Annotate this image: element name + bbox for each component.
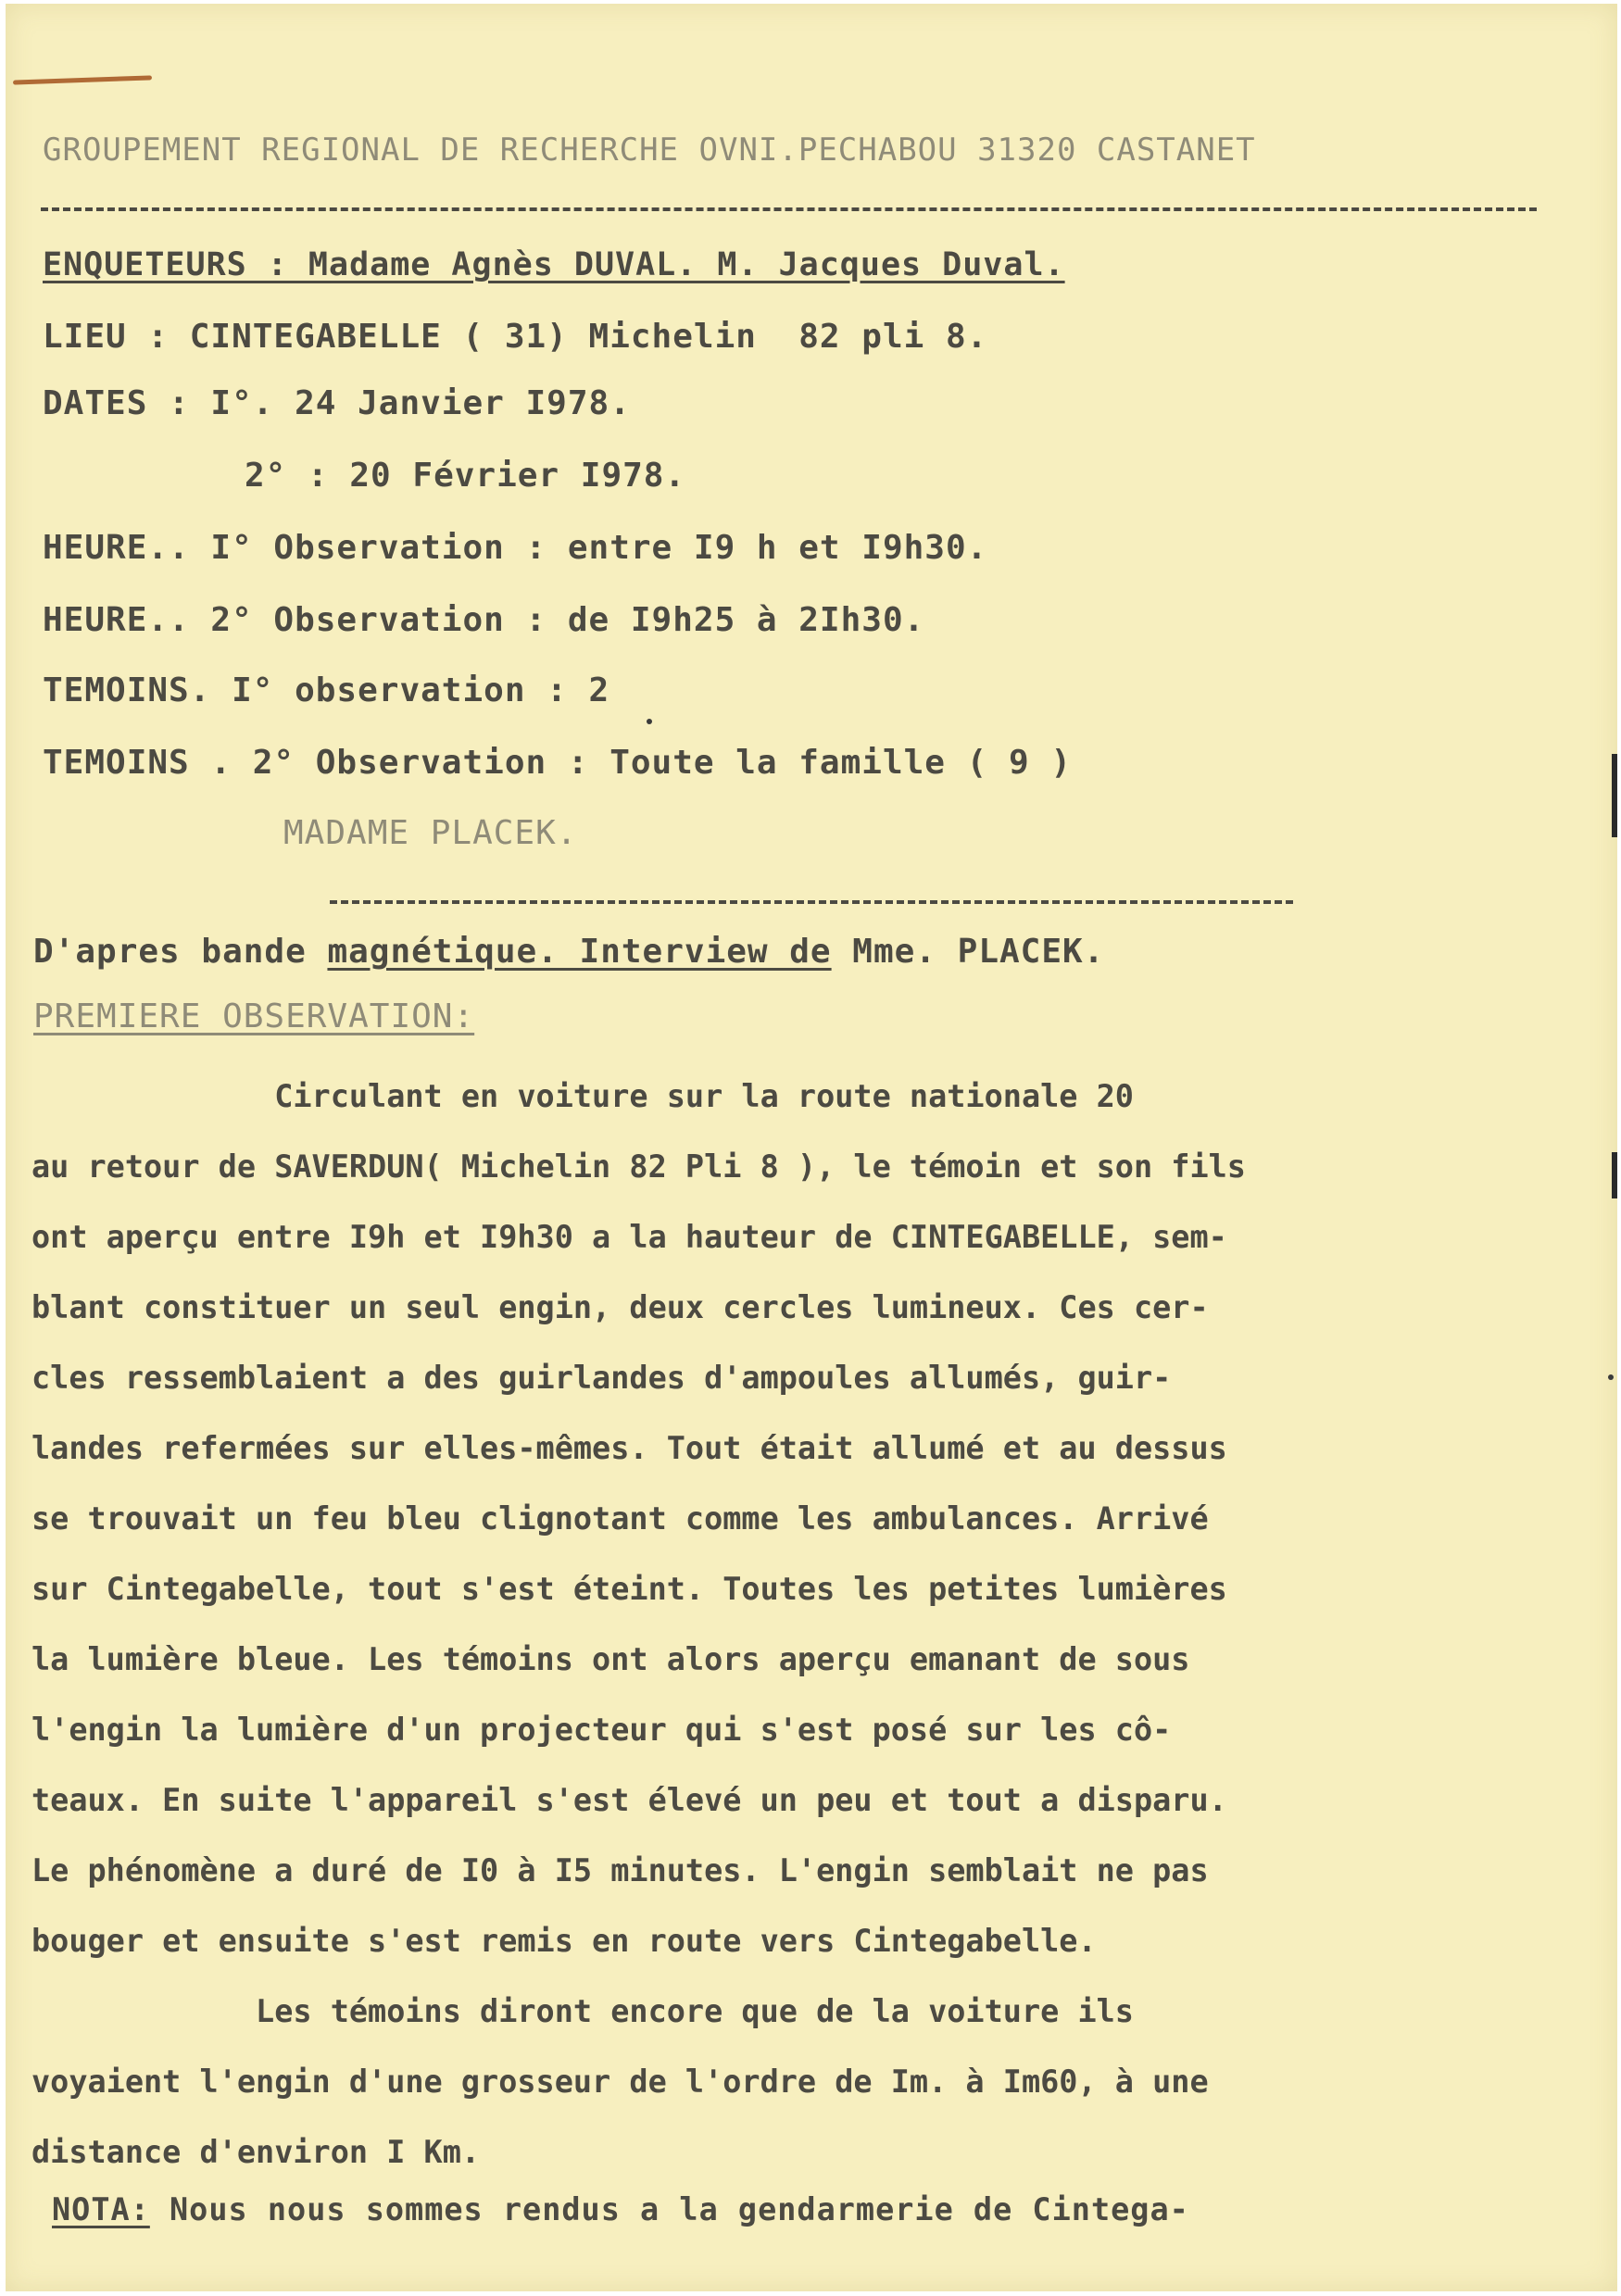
body-line: Les témoins diront encore que de la voiture ils [31,1993,1134,2029]
body-line: Circulant en voiture sur la route nationale 20 [31,1078,1134,1114]
body-line: distance d'environ I Km. [31,2134,481,2170]
staple-mark [13,75,152,84]
edge-mark [1612,1152,1617,1198]
body-line: landes refermées sur elles-mêmes. Tout était allumé et au dessus [31,1430,1227,1466]
dates-line-1: DATES : I°. 24 Janvier I978. [43,384,631,422]
lieu-line: LIEU : CINTEGABELLE ( 31) Michelin 82 pli 8. [43,318,988,356]
body-line: l'engin la lumière d'un projecteur qui s'est posé sur les cô- [31,1712,1172,1748]
dates-line-2: 2° : 20 Février I978. [245,457,686,495]
source-prefix: D'apres bande [33,933,328,971]
body-paragraph [31,1061,1606,2188]
section-rule [330,900,1293,904]
body-line: Le phénomène a duré de I0 à I5 minutes. L'engin semblait ne pas [31,1852,1209,1888]
nota-label: NOTA: [52,2191,150,2227]
heure-line-2: HEURE.. 2° Observation : de I9h25 à 2Ih30. [43,601,925,639]
section-heading: PREMIERE OBSERVATION: [33,997,475,1035]
body-line: cles ressemblaient a des guirlandes d'ampoules allumés, guir- [31,1360,1172,1396]
document-page [6,4,1617,2291]
body-line: au retour de SAVERDUN( Michelin 82 Pli 8 ), le témoin et son fils [31,1148,1246,1185]
enqueteurs-line: ENQUETEURS : Madame Agnès DUVAL. M. Jacques Duval. [43,246,1065,283]
ink-dot [1608,1374,1614,1380]
header-rule [41,207,1537,211]
edge-mark [1612,754,1617,837]
temoins-line-2: TEMOINS . 2° Observation : Toute la famille ( 9 ) [43,744,1073,782]
nota-text: Nous nous sommes rendus a la gendarmerie de Cintega- [149,2191,1189,2227]
temoins-line-1: TEMOINS. I° observation : 2 [43,671,610,709]
source-underlined: magnétique. Interview de [327,933,832,971]
source-line [33,934,1104,971]
body-line: la lumière bleue. Les témoins ont alors aperçu emanant de sous [31,1641,1190,1677]
body-line: se trouvait un feu bleu clignotant comme les ambulances. Arrivé [31,1500,1209,1537]
heure-line-1: HEURE.. I° Observation : entre I9 h et I9h30. [43,529,988,567]
body-line: ont aperçu entre I9h et I9h30 a la hauteur de CINTEGABELLE, sem- [31,1219,1227,1255]
ink-dot [647,719,652,724]
header-organization: GROUPEMENT REGIONAL DE RECHERCHE OVNI.PECHABOU 31320 CASTANET [43,132,1256,169]
body-line: teaux. En suite l'appareil s'est élevé un peu et tout a disparu. [31,1782,1227,1818]
body-line: bouger et ensuite s'est remis en route vers Cintegabelle. [31,1923,1097,1959]
nota-line [52,2191,1189,2228]
body-line: sur Cintegabelle, tout s'est éteint. Toutes les petites lumières [31,1571,1227,1607]
body-line: voyaient l'engin d'une grosseur de l'ordre de Im. à Im60, à une [31,2064,1209,2100]
temoins-name: MADAME PLACEK. [283,814,578,852]
body-line: blant constituer un seul engin, deux cercles lumineux. Ces cer- [31,1289,1209,1325]
source-suffix: Mme. PLACEK. [831,933,1105,971]
